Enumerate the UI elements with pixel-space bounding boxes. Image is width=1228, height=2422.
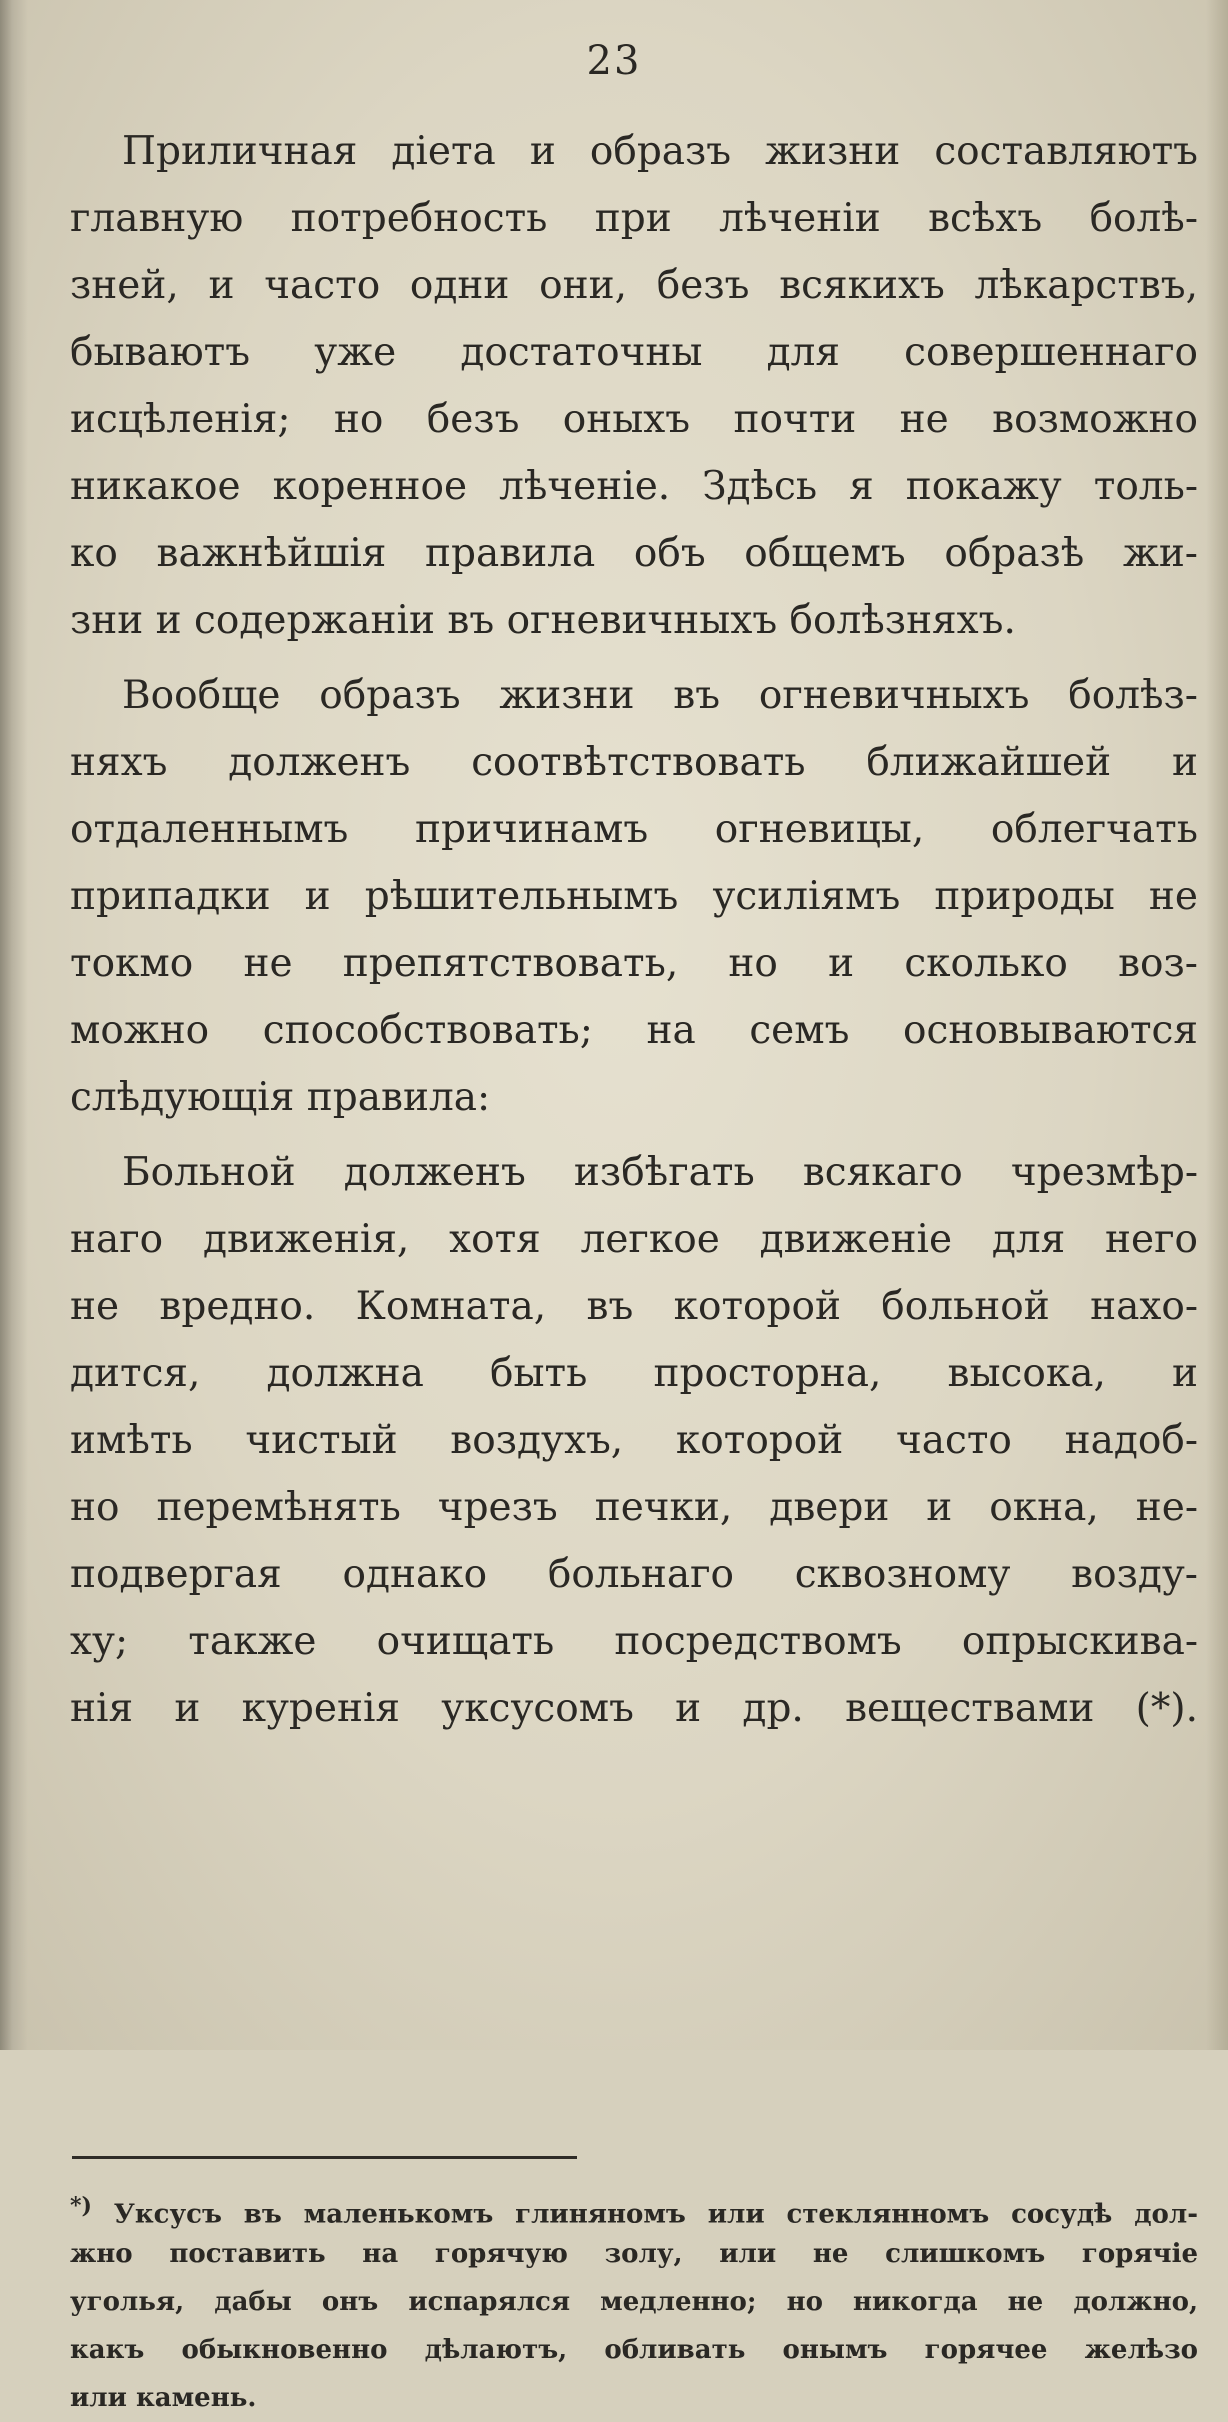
paragraph-way-of-life <box>70 662 1198 1131</box>
text-line: слѣдующія правила: <box>70 1075 491 1120</box>
text-line: не вредно. Комната, въ которой больной нахо- <box>70 1284 1198 1329</box>
text-line: зни и содержаніи въ огневичныхъ болѣзняхъ. <box>70 598 1016 643</box>
text-line: припадки и рѣшительнымъ усиліямъ природы не <box>70 874 1198 919</box>
text-line: отдаленнымъ причинамъ огневицы, облегчать <box>70 807 1198 852</box>
text-line: можно способствовать; на семъ основываются <box>70 1008 1198 1053</box>
text-line: бываютъ уже достаточны для совершеннаго <box>70 330 1198 375</box>
text-line: подвергая однако больнаго сквозному возду- <box>70 1552 1198 1597</box>
footnote-mark: *) <box>70 2193 92 2219</box>
text-line: исцѣленія; но безъ оныхъ почти не возможно <box>70 397 1198 442</box>
text-line: ху; также очищать посредствомъ опрыскива- <box>70 1619 1198 1664</box>
paragraph-room-rules <box>70 1139 1198 1742</box>
page-number: 23 <box>586 38 642 84</box>
footnote <box>70 2182 1198 2422</box>
footnote-line: уголья, дабы онъ испарялся медленно; но никогда не должно, <box>70 2287 1198 2317</box>
text-line: токмо не препятствовать, но и сколько воз- <box>70 941 1198 986</box>
text-line: дится, должна быть просторна, высока, и <box>70 1351 1198 1396</box>
text-line: нія и куренія уксусомъ и др. веществами (*). <box>70 1686 1198 1731</box>
text-line: но перемѣнять чрезъ печки, двери и окна, не- <box>70 1485 1198 1530</box>
binding-shadow <box>0 0 28 2050</box>
text-line: главную потребность при лѣченіи всѣхъ болѣ- <box>70 196 1198 241</box>
text-line: ко важнѣйшія правила объ общемъ образѣ жи- <box>70 531 1198 576</box>
text-line: Вообще образъ жизни въ огневичныхъ болѣз- <box>122 673 1198 718</box>
paragraph-gap <box>70 654 1198 662</box>
page-edge-shadow <box>1206 0 1228 2050</box>
paragraph-gap <box>70 1131 1198 1139</box>
footnote-divider <box>72 2156 577 2159</box>
text-line: имѣть чистый воздухъ, которой часто надоб- <box>70 1418 1198 1463</box>
footnote-line: или камень. <box>70 2383 257 2413</box>
paragraph-diet <box>70 118 1198 654</box>
text-line: зней, и часто одни они, безъ всякихъ лѣкарствъ, <box>70 263 1198 308</box>
body-text <box>70 118 1198 1742</box>
footnote-line: жно поставить на горячую золу, или не слишкомъ горячіе <box>70 2239 1198 2269</box>
footnote-line-text: Уксусъ въ маленькомъ глиняномъ или стеклянномъ сосудѣ дол- <box>113 2199 1198 2230</box>
footnote-line: какъ обыкновенно дѣлаютъ, обливать онымъ горячее желѣзо <box>70 2335 1198 2365</box>
text-line: Приличная діета и образъ жизни составляютъ <box>122 129 1198 174</box>
footnote-line <box>70 2182 1198 2230</box>
text-line: Больной долженъ избѣгать всякаго чрезмѣр- <box>122 1150 1198 1195</box>
text-line: наго движенія, хотя легкое движеніе для него <box>70 1217 1198 1262</box>
text-line: няхъ долженъ соотвѣтствовать ближайшей и <box>70 740 1198 785</box>
text-line: никакое коренное лѣченіе. Здѣсь я покажу толь- <box>70 464 1198 509</box>
